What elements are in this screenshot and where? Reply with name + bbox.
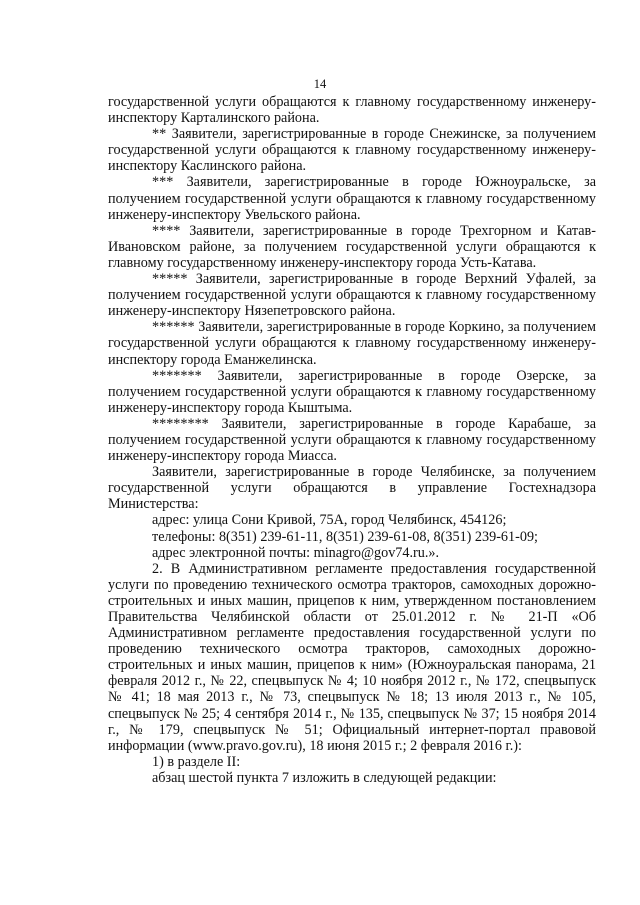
footnote-8: ******** Заявители, зарегистрированные в городе Карабаше, за получением государственной услуги обращаются к главному государственному инженеру-инспектору города Миасса. [108,415,596,465]
footnote-6: ****** Заявители, зарегистрированные в городе Коркино, за получением государственной услуги обращаются к главному государственному инженеру-инспектору города Еманжелинска. [108,319,596,368]
page-number: 14 [313,77,327,91]
section-ii-line: 1) в разделе II: [152,753,241,770]
amendment-2-paragraph: 2. В Административном регламенте предоставления государственной услуги по проведению технического осмотра тракторов, самоходных дорожно-строительных и иных машин, прицепов к ним, утвержденном постановлением Правительства Челябинской области от 25.01.2012 г. № 21-П «Об Административном регламенте предоставления государственной услуги по проведению технического осмотра тракторов, самоходных дорожно-строительных и иных машин, прицепов к ним» (Южноуральская панорама, 21 февраля 2012 г., № 22, спецвыпуск № 4; 10 ноября 2012 г., № 172, спецвыпуск № 41; 18 мая 2013 г., № 73, спецвыпуск № 18; 13 июля 2013 г., № 105, спецвыпуск № 25; 4 сентября 2014 г., № 135, спецвыпуск № 37; 15 ноября 2014 г., № 179, спецвыпуск № 51; Официальный интернет-портал правовой информации (www.pravo.gov.ru), 18 июня 2015 г.; 2 февраля 2016 г.): [108,560,596,754]
phones-line: телефоны: 8(351) 239-61-11, 8(351) 239-61-08, 8(351) 239-61-09; [152,528,538,545]
footnote-7: ******* Заявители, зарегистрированные в городе Озерске, за получением государственной услуги обращаются к главному государственному инженеру-инспектору города Кыштыма. [108,367,596,416]
document-body [108,94,596,786]
footnote-2: ** Заявители, зарегистрированные в городе Снежинске, за получением государственной услуги обращаются к главному государственному инженеру-инспектору Каслинского района. [108,126,596,175]
paragraph-six-line: абзац шестой пункта 7 изложить в следующей редакции: [152,769,497,786]
footnote-5: ***** Заявители, зарегистрированные в городе Верхний Уфалей, за получением государственной услуги обращаются к главному государственному инженеру-инспектору Нязепетровского района. [108,271,596,320]
footnote-4: **** Заявители, зарегистрированные в городе Трехгорном и Катав-Ивановском районе, за получением государственной услуги обращаются к главному государственному инженеру-инспектору города Усть-Катава. [108,222,596,271]
paragraph-continuation: государственной услуги обращаются к главному государственному инженеру-инспектору Карталинского района. [108,94,596,127]
address-line: адрес: улица Сони Кривой, 75А, город Челябинск, 454126; [152,512,507,529]
footnote-3: *** Заявители, зарегистрированные в городе Южноуральске, за получением государственной услуги обращаются к главному государственному инженеру-инспектору Увельского района. [108,174,596,223]
chelyabinsk-paragraph: Заявители, зарегистрированные в городе Челябинске, за получением государственной услуги обращаются в управление Гостехнадзора Министерства: [108,464,596,513]
email-line: адрес электронной почты: minagro@gov74.ru.». [152,544,440,561]
